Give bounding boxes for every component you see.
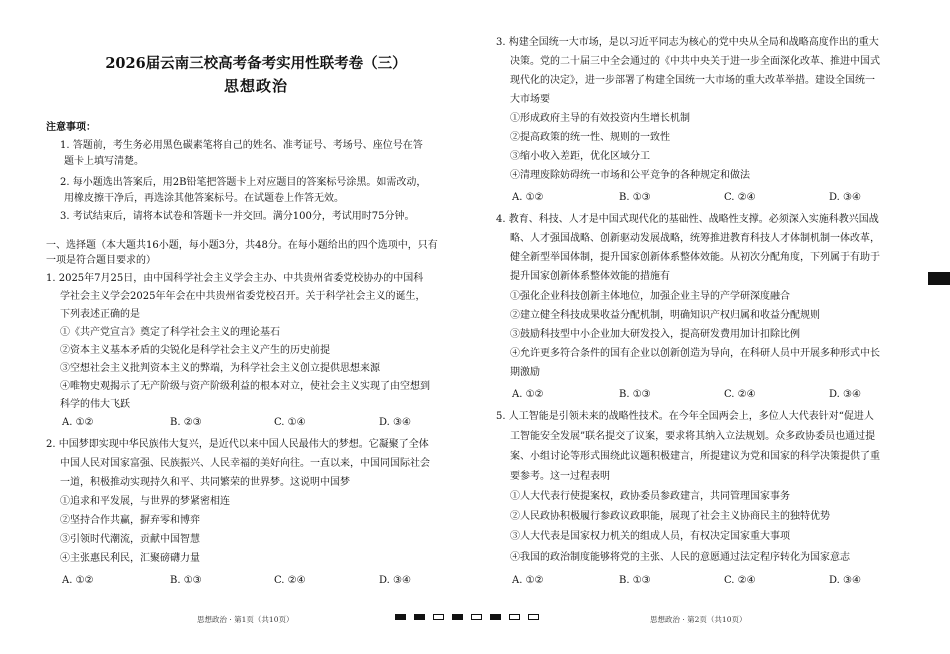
question-5-stem: 工智能安全发展”联名提交了议案，要求将其纳入立法规划。众多政协委员也通过提 xyxy=(510,431,876,442)
question-1-option-d[interactable]: D. ③④ xyxy=(379,417,411,428)
question-5-item: ④我国的政治制度能够将党的主张、人民的意愿通过法定程序转化为国家意志 xyxy=(510,552,850,563)
question-5-option-c[interactable]: C. ②④ xyxy=(724,575,756,586)
section-heading-cont: 一项是符合题目要求的） xyxy=(46,255,156,266)
page-footer-right: 思想政治 · 第2页（共10页） xyxy=(650,615,747,624)
question-3-option-c[interactable]: C. ②④ xyxy=(724,192,756,203)
question-1-option-a[interactable]: A. ①② xyxy=(62,417,94,428)
question-3-stem: 现代化的决定》，进一步部署了构建全国统一大市场的重大改革举措。建设全国统一 xyxy=(510,75,875,86)
question-4-option-a[interactable]: A. ①② xyxy=(512,389,544,400)
fold-mark-empty xyxy=(433,614,444,620)
question-3-item: ③缩小收入差距，优化区域分工 xyxy=(510,151,650,162)
notice-line: 3. 考试结束后，请将本试卷和答题卡一并交回。满分100分，考试用时75分钟。 xyxy=(60,211,415,222)
question-5-item: ①人大代表行使提案权，政协委员参政建言，共同管理国家事务 xyxy=(510,491,790,502)
question-4-stem: 提升国家创新体系整体效能的措施有 xyxy=(510,271,670,282)
question-3-item: ①形成政府主导的有效投资内生增长机制 xyxy=(510,113,690,124)
question-1-item: 科学的伟大飞跃 xyxy=(60,399,130,410)
question-4-item: ①强化企业科技创新主体地位，加强企业主导的产学研深度融合 xyxy=(510,291,790,302)
question-3-option-d[interactable]: D. ③④ xyxy=(829,192,861,203)
question-4-stem: 略、人才强国战略、创新驱动发展战略，统筹推进教育科技人才体制机制一体改革， xyxy=(510,233,880,244)
question-2-option-a[interactable]: A. ①② xyxy=(62,575,94,586)
question-5-stem: 5. 人工智能是引领未来的战略性技术。在今年全国两会上，多位人大代表针对“促进人 xyxy=(496,411,874,422)
fold-mark-filled xyxy=(490,614,501,620)
subject-title: 思想政治 xyxy=(223,77,288,95)
question-1-item: ④唯物史观揭示了无产阶级与资产阶级利益的根本对立，使社会主义实现了由空想到 xyxy=(60,381,430,392)
question-5-option-b[interactable]: B. ①③ xyxy=(619,575,651,586)
section-heading: 一、选择题（本大题共16小题，每小题3分，共48分。在每小题给出的四个选项中，只有 xyxy=(46,240,438,251)
question-5-option-a[interactable]: A. ①② xyxy=(512,575,544,586)
question-2-stem: 中国人民对国家富强、民族振兴、人民幸福的美好向往。一直以来，中国同国际社会 xyxy=(60,458,430,469)
question-4-item: ③鼓励科技型中小企业加大研发投入，提高研发费用加计扣除比例 xyxy=(510,329,800,340)
notice-line: 1. 答题前，考生务必用黑色碳素笔将自己的姓名、准考证号、考场号、座位号在答 xyxy=(60,140,423,151)
question-2-item: ④主张惠民利民，汇聚磅礴力量 xyxy=(60,553,200,564)
question-2-item: ②坚持合作共赢，摒弃零和博弈 xyxy=(60,515,200,526)
question-1-stem: 1. 2025年7月25日，由中国科学社会主义学会主办、中共贵州省委党校协办的中国科 xyxy=(46,273,424,284)
question-2-option-d[interactable]: D. ③④ xyxy=(379,575,411,586)
fold-mark-empty xyxy=(509,614,520,620)
question-1-item: ③空想社会主义批判资本主义的弊端，为科学社会主义创立提供思想来源 xyxy=(60,363,380,374)
question-1-stem: 下列表述正确的是 xyxy=(60,309,140,320)
question-4-stem: 健全新型举国体制，提升国家创新体系整体效能。从初次分配角度，下列属于有助于 xyxy=(510,252,880,263)
notice-line: 题卡上填写清楚。 xyxy=(64,156,144,167)
question-4-item: 期激励 xyxy=(510,367,540,378)
exam-title: 2026届云南三校高考备考实用性联考卷（三） xyxy=(105,55,407,72)
question-3-option-b[interactable]: B. ①③ xyxy=(619,192,651,203)
question-5-option-d[interactable]: D. ③④ xyxy=(829,575,861,586)
question-2-item: ③引领时代潮流，贡献中国智慧 xyxy=(60,534,200,545)
question-3-stem: 决策。党的二十届三中全会通过的《中共中央关于进一步全面深化改革、推进中国式 xyxy=(510,56,880,67)
question-5-stem: 要参考。这一过程表明 xyxy=(510,471,610,482)
fold-marks xyxy=(395,614,539,620)
question-3-option-a[interactable]: A. ①② xyxy=(512,192,544,203)
fold-mark-empty xyxy=(528,614,539,620)
fold-mark-filled xyxy=(452,614,463,620)
question-4-item: ④允许更多符合条件的国有企业以创新创造为导向，在科研人员中开展多种形式中长 xyxy=(510,348,880,359)
notice-line: 2. 每小题选出答案后，用2B铅笔把答题卡上对应题目的答案标号涂黑。如需改动， xyxy=(60,177,427,188)
question-5-item: ③人大代表是国家权力机关的组成人员，有权决定国家重大事项 xyxy=(510,531,790,542)
question-5-stem: 案、小组讨论等形式围绕此议题积极建言，所提建议为党和国家的科学决策提供了重 xyxy=(510,451,880,462)
fold-mark-empty xyxy=(471,614,482,620)
question-3-stem: 大市场要 xyxy=(510,94,550,105)
question-2-option-b[interactable]: B. ①③ xyxy=(170,575,202,586)
question-4-option-d[interactable]: D. ③④ xyxy=(829,389,861,400)
question-3-stem: 3. 构建全国统一大市场，是以习近平同志为核心的党中央从全局和战略高度作出的重大 xyxy=(496,37,879,48)
page-footer-left: 思想政治 · 第1页（共10页） xyxy=(197,615,294,624)
question-1-option-b[interactable]: B. ②③ xyxy=(170,417,202,428)
question-2-item: ①追求和平发展，与世界的梦紧密相连 xyxy=(60,496,230,507)
question-3-item: ④清理废除妨碍统一市场和公平竞争的各种规定和做法 xyxy=(510,170,750,181)
notice-line: 用橡皮擦干净后，再选涂其他答案标号。在试题卷上作答无效。 xyxy=(64,193,344,204)
question-4-option-b[interactable]: B. ①③ xyxy=(619,389,651,400)
question-4-item: ②建立健全科技成果收益分配机制，明确知识产权归属和收益分配规则 xyxy=(510,310,820,321)
fold-mark-filled xyxy=(414,614,425,620)
question-1-item: ②资本主义基本矛盾的尖锐化是科学社会主义产生的历史前提 xyxy=(60,345,330,356)
edge-tab-marker xyxy=(928,272,950,285)
fold-mark-filled xyxy=(395,614,406,620)
question-1-option-c[interactable]: C. ①④ xyxy=(274,417,306,428)
question-4-stem: 4. 教育、科技、人才是中国式现代化的基础性、战略性支撑。必须深入实施科教兴国战 xyxy=(496,214,879,225)
question-1-item: ①《共产党宣言》奠定了科学社会主义的理论基石 xyxy=(60,327,280,338)
question-4-option-c[interactable]: C. ②④ xyxy=(724,389,756,400)
notice-heading: 注意事项： xyxy=(46,122,96,133)
question-2-option-c[interactable]: C. ②④ xyxy=(274,575,306,586)
question-1-stem: 学社会主义学会2025年年会在中共贵州省委党校召开。关于科学社会主义的诞生， xyxy=(60,291,426,302)
question-3-item: ②提高政策的统一性、规则的一致性 xyxy=(510,132,670,143)
question-5-item: ②人民政协积极履行参政议政职能，展现了社会主义协商民主的独特优势 xyxy=(510,511,830,522)
question-2-stem: 一道，积极推动实现持久和平、共同繁荣的世界梦。这说明中国梦 xyxy=(60,477,350,488)
question-2-stem: 2. 中国梦即实现中华民族伟大复兴，是近代以来中国人民最伟大的梦想。它凝聚了全体 xyxy=(46,439,429,450)
